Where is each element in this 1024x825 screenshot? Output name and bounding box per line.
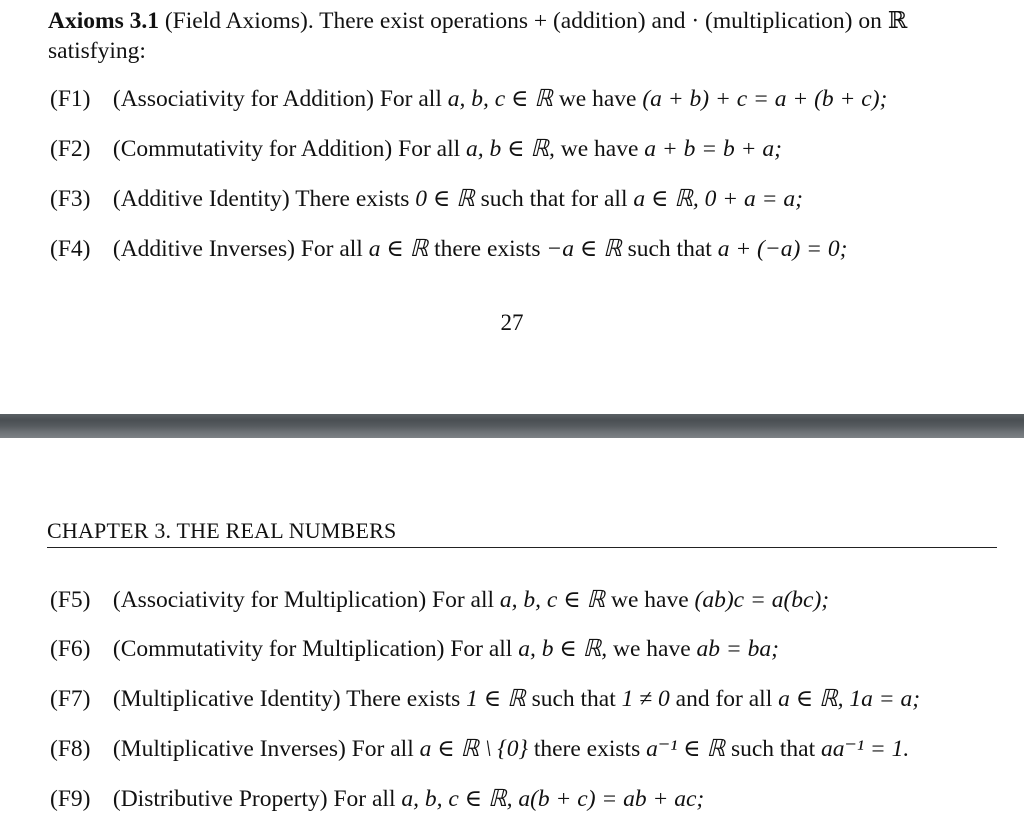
axiom-text: There exists xyxy=(295,186,410,212)
axiom-tag: (F4) xyxy=(50,236,91,262)
axiom-f1 xyxy=(50,84,1010,114)
axiom-math: −a ∈ ℝ xyxy=(546,236,622,262)
axiom-math: 1 ∈ ℝ xyxy=(466,686,526,712)
axiom-text: there exists xyxy=(434,236,541,262)
axiom-text: For all xyxy=(300,236,363,262)
axiom-text: such that xyxy=(627,236,712,262)
axiom-tag: (F7) xyxy=(50,686,91,712)
axiom-math: a ∈ ℝ \ {0} xyxy=(419,736,528,762)
axiom-text: there exists xyxy=(533,736,641,762)
axiom-name: (Multiplicative Identity) xyxy=(112,686,341,712)
axiom-text: For all xyxy=(450,636,513,662)
axiom-name: (Additive Inverses) xyxy=(112,236,295,262)
axiom-f6 xyxy=(50,634,1010,664)
page-separator xyxy=(0,414,1024,438)
axiom-name: (Multiplicative Inverses) xyxy=(112,736,346,762)
axiom-math: 0 ∈ ℝ xyxy=(415,186,475,212)
axiom-text: we have xyxy=(560,136,639,162)
axiom-tag: (F5) xyxy=(50,587,91,613)
axiom-math: 1 ≠ 0 xyxy=(621,686,670,712)
axiom-tag: (F1) xyxy=(50,86,91,112)
axiom-name: (Additive Identity) xyxy=(112,186,290,212)
axiom-name: (Associativity for Multiplication) xyxy=(112,587,427,613)
axiom-math: a⁻¹ ∈ ℝ xyxy=(646,736,726,762)
axiom-f9 xyxy=(50,784,1010,814)
axiom-tag: (F8) xyxy=(50,736,91,762)
axioms-intro: (Field Axioms). There exist operations + (addition) and · (multiplication) on ℝ satisfying: xyxy=(48,8,908,64)
axiom-f7 xyxy=(50,684,1010,714)
axiom-math: (ab)c = a(bc); xyxy=(694,587,830,613)
axiom-tag: (F2) xyxy=(50,136,91,162)
axiom-text: we have xyxy=(558,86,637,112)
axiom-math: a(b + c) = ab + ac; xyxy=(518,786,705,812)
axiom-math: a, b ∈ ℝ, xyxy=(466,136,555,162)
axiom-text: For all xyxy=(379,86,442,112)
axiom-text: For all xyxy=(432,587,495,613)
axiom-tag: (F6) xyxy=(50,636,91,662)
axiom-text: such that for all xyxy=(480,186,628,212)
axiom-math: a ∈ ℝ xyxy=(368,236,429,262)
axiom-text: For all xyxy=(398,136,461,162)
axiom-f3 xyxy=(50,184,1010,214)
axiom-name: (Commutativity for Multiplication) xyxy=(112,636,445,662)
axiom-name: (Associativity for Addition) xyxy=(112,86,374,112)
axiom-f8 xyxy=(50,734,1010,764)
axiom-math: a ∈ ℝ, 0 + a = a; xyxy=(633,186,803,212)
axiom-math: a, b, c ∈ ℝ xyxy=(447,86,553,112)
axiom-text: and for all xyxy=(675,686,773,712)
header-rule xyxy=(47,547,997,548)
axioms-heading xyxy=(48,6,998,66)
axiom-text: we have xyxy=(612,636,691,662)
axiom-text: we have xyxy=(611,587,689,613)
axiom-math: a, b, c ∈ ℝ xyxy=(499,587,606,613)
axiom-math: (a + b) + c = a + (b + c); xyxy=(642,86,888,112)
axiom-math: a + (−a) = 0; xyxy=(717,236,848,262)
document-page-28 xyxy=(0,438,1024,825)
axiom-math: a ∈ ℝ, 1a = a; xyxy=(778,686,921,712)
running-head: CHAPTER 3. THE REAL NUMBERS xyxy=(47,518,397,543)
axiom-tag: (F9) xyxy=(50,786,91,812)
axiom-name: (Commutativity for Addition) xyxy=(112,136,393,162)
axiom-name: (Distributive Property) xyxy=(112,786,328,812)
axiom-text: such that xyxy=(730,736,816,762)
axiom-math: a, b, c ∈ ℝ, xyxy=(401,786,513,812)
axiom-text: such that xyxy=(531,686,616,712)
axiom-math: aa⁻¹ = 1. xyxy=(821,736,910,762)
axiom-math: ab = ba; xyxy=(696,636,779,662)
axiom-text: There exists xyxy=(346,686,461,712)
axiom-tag: (F3) xyxy=(50,186,91,212)
axiom-f5 xyxy=(50,585,1010,615)
axiom-math: a + b = b + a; xyxy=(644,136,782,162)
page-number: 27 xyxy=(500,310,524,335)
axioms-label: Axioms 3.1 xyxy=(48,8,159,34)
axiom-math: a, b ∈ ℝ, xyxy=(518,636,608,662)
axiom-text: For all xyxy=(351,736,414,762)
axiom-text: For all xyxy=(333,786,396,812)
axiom-f2 xyxy=(50,134,1010,164)
axiom-f4 xyxy=(50,234,1010,264)
